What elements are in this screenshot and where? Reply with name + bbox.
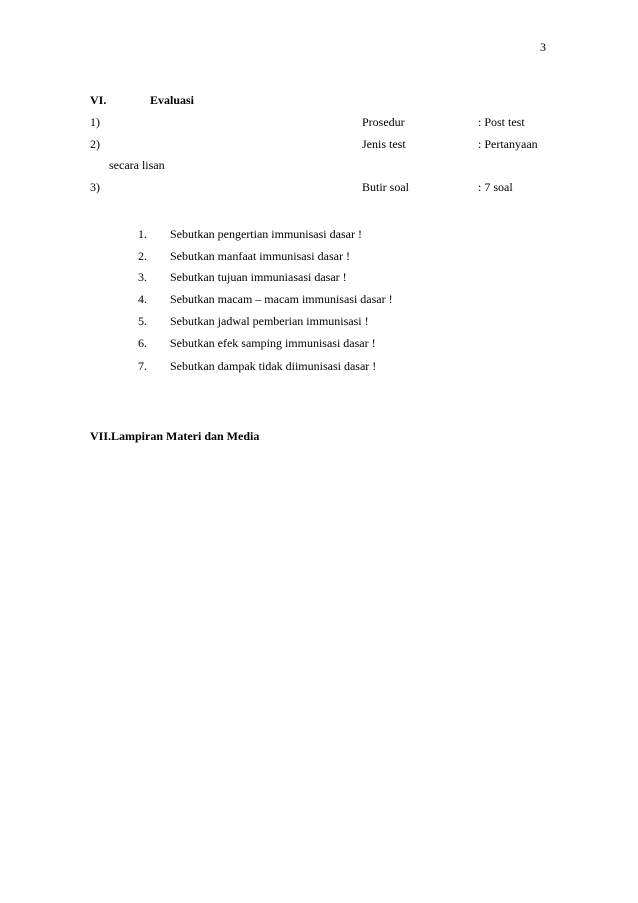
question-4-number: 4. xyxy=(138,292,147,306)
question-1-text: Sebutkan pengertian immunisasi dasar ! xyxy=(170,227,362,241)
section-vii-title: VII.Lampiran Materi dan Media xyxy=(90,429,260,443)
section-vi-title: Evaluasi xyxy=(150,93,195,107)
evaluation-row-2-label: Jenis test xyxy=(362,137,406,151)
evaluation-row-1-label: Prosedur xyxy=(362,115,405,129)
evaluation-row-1-value: : Post test xyxy=(478,115,525,129)
question-7-number: 7. xyxy=(138,359,147,373)
question-3-text: Sebutkan tujuan immuniasasi dasar ! xyxy=(170,270,347,284)
question-1-number: 1. xyxy=(138,227,147,241)
evaluation-row-2-number: 2) xyxy=(90,137,100,151)
question-3-number: 3. xyxy=(138,270,147,284)
evaluation-row-3-number: 3) xyxy=(90,180,100,194)
question-2-text: Sebutkan manfaat immunisasi dasar ! xyxy=(170,249,350,263)
evaluation-row-3-value: : 7 soal xyxy=(478,180,513,194)
question-4-text: Sebutkan macam – macam immunisasi dasar ! xyxy=(170,292,393,306)
evaluation-row-1-number: 1) xyxy=(90,115,100,129)
question-5-number: 5. xyxy=(138,314,147,328)
evaluation-row-3-label: Butir soal xyxy=(362,180,409,194)
question-2-number: 2. xyxy=(138,249,147,263)
evaluation-row-2-continuation: secara lisan xyxy=(109,158,165,172)
evaluation-row-2-value: : Pertanyaan xyxy=(478,137,538,151)
question-5-text: Sebutkan jadwal pemberian immunisasi ! xyxy=(170,314,369,328)
question-6-text: Sebutkan efek samping immunisasi dasar ! xyxy=(170,336,376,350)
question-7-text: Sebutkan dampak tidak diimunisasi dasar ! xyxy=(170,359,377,373)
section-vi-number: VI. xyxy=(90,93,107,107)
question-6-number: 6. xyxy=(138,336,147,350)
page-number: 3 xyxy=(540,40,546,54)
